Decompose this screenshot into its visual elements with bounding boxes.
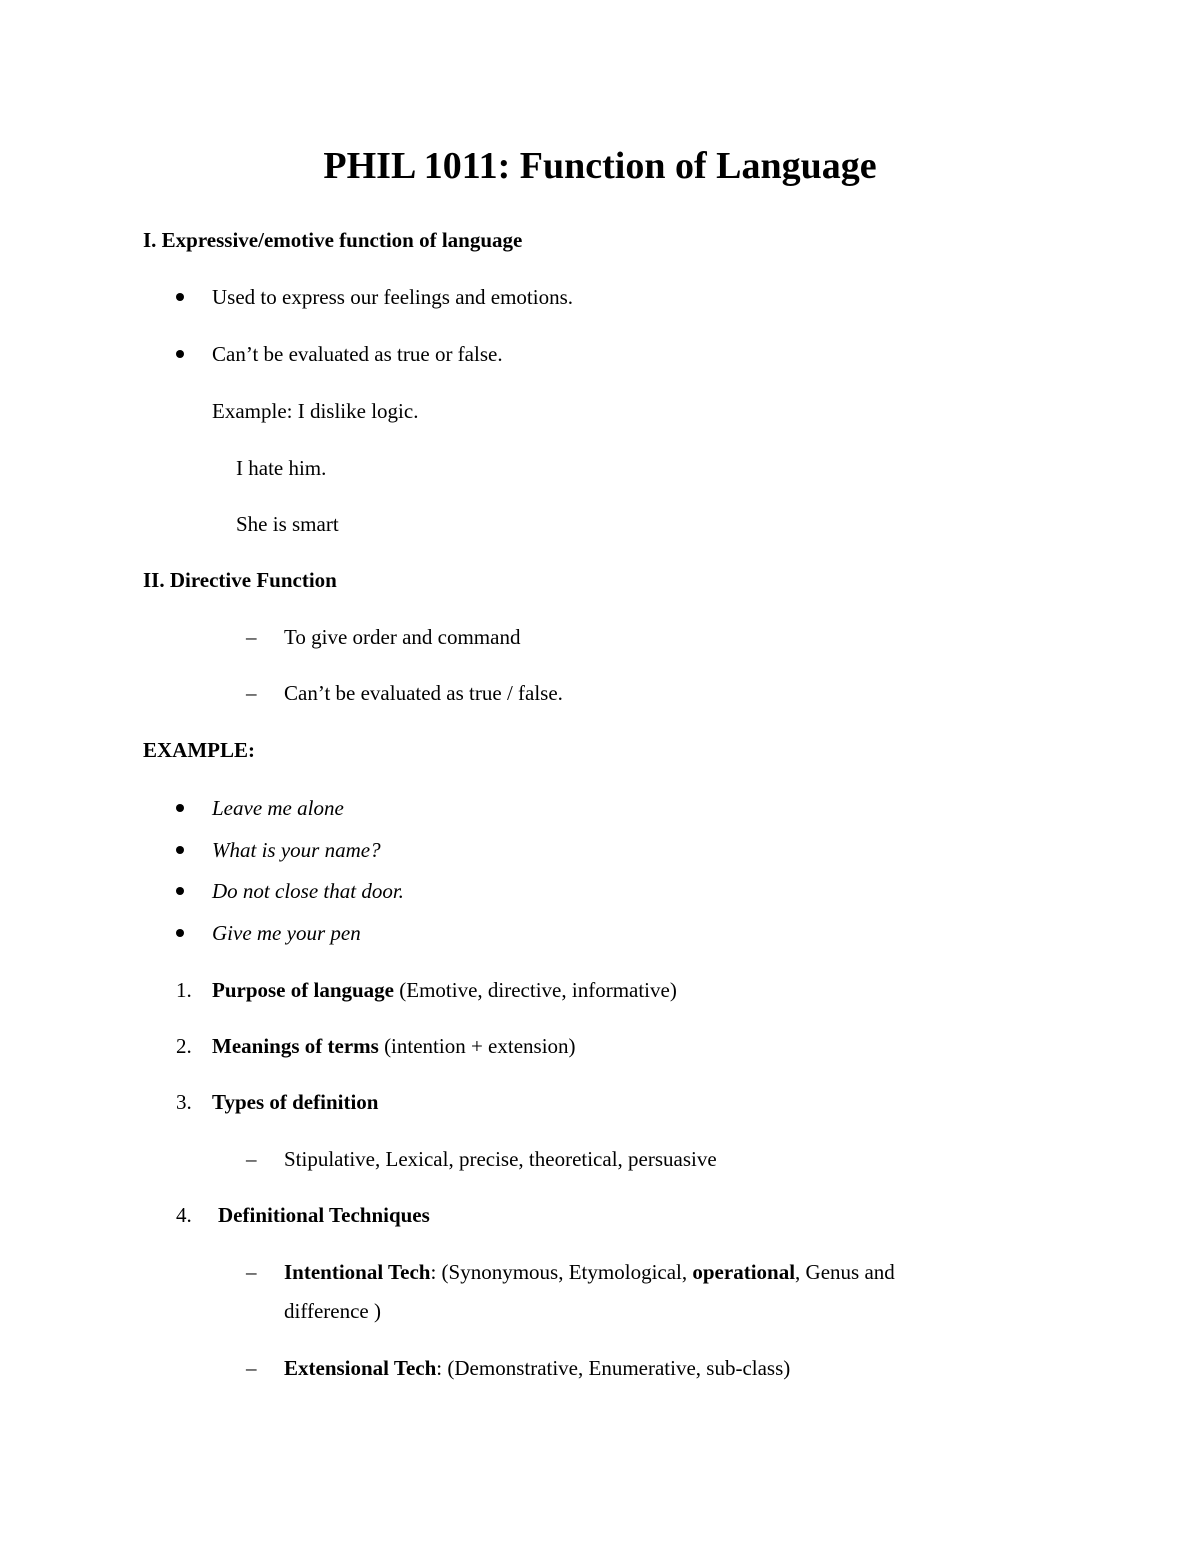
dash-marker: –	[246, 1147, 257, 1171]
section-heading-expressive: I. Expressive/emotive function of language	[143, 228, 523, 252]
list-number: 4.	[176, 1203, 192, 1227]
example-line: Example: I dislike logic.	[212, 399, 419, 423]
list-number: 1.	[176, 978, 192, 1002]
numbered-item-detail: (intention + extension)	[378, 1034, 576, 1058]
technique-detail: , Genus and	[795, 1260, 895, 1284]
bullet-icon	[176, 293, 184, 301]
example-heading: EXAMPLE:	[143, 738, 255, 762]
numbered-item	[212, 1089, 378, 1115]
list-item: Used to express our feelings and emotions.	[212, 285, 574, 309]
example-line: I hate him.	[236, 456, 327, 480]
dash-marker: –	[246, 1260, 257, 1284]
numbered-item	[212, 977, 677, 1003]
numbered-item-title: Types of definition	[212, 1090, 379, 1114]
list-number: 3.	[176, 1090, 192, 1114]
list-item: Stipulative, Lexical, precise, theoretical, persuasive	[284, 1147, 717, 1171]
page-title: PHIL 1011: Function of Language	[323, 145, 877, 187]
list-item: Can’t be evaluated as true / false.	[284, 681, 563, 705]
numbered-item	[218, 1202, 430, 1228]
list-item	[284, 1259, 895, 1285]
list-item: Give me your pen	[212, 921, 361, 945]
technique-detail: : (Demonstrative, Enumerative, sub-class)	[436, 1356, 791, 1380]
list-item: Can’t be evaluated as true or false.	[212, 342, 503, 366]
technique-title: Extensional Tech	[284, 1356, 437, 1380]
technique-detail: : (Synonymous, Etymological,	[430, 1260, 693, 1284]
bullet-icon	[176, 804, 184, 812]
list-item: Do not close that door.	[212, 879, 404, 903]
numbered-item-title: Purpose of language	[212, 978, 395, 1002]
list-item: To give order and command	[284, 625, 521, 649]
bullet-icon	[176, 929, 184, 937]
list-item: What is your name?	[212, 838, 381, 862]
list-item-continuation: difference )	[284, 1299, 381, 1323]
technique-emphasis: operational	[692, 1260, 796, 1284]
list-number: 2.	[176, 1034, 192, 1058]
list-item: Leave me alone	[212, 796, 344, 820]
numbered-item-title: Definitional Techniques	[218, 1203, 430, 1227]
bullet-icon	[176, 887, 184, 895]
list-item	[284, 1355, 790, 1381]
numbered-item-detail: (Emotive, directive, informative)	[394, 978, 677, 1002]
bullet-icon	[176, 350, 184, 358]
dash-marker: –	[246, 681, 257, 705]
example-line: She is smart	[236, 512, 339, 536]
numbered-item-title: Meanings of terms	[212, 1034, 379, 1058]
numbered-item	[212, 1033, 576, 1059]
section-heading-directive: II. Directive Function	[143, 568, 337, 592]
bullet-icon	[176, 846, 184, 854]
dash-marker: –	[246, 1356, 257, 1380]
technique-title: Intentional Tech	[284, 1260, 431, 1284]
dash-marker: –	[246, 625, 257, 649]
